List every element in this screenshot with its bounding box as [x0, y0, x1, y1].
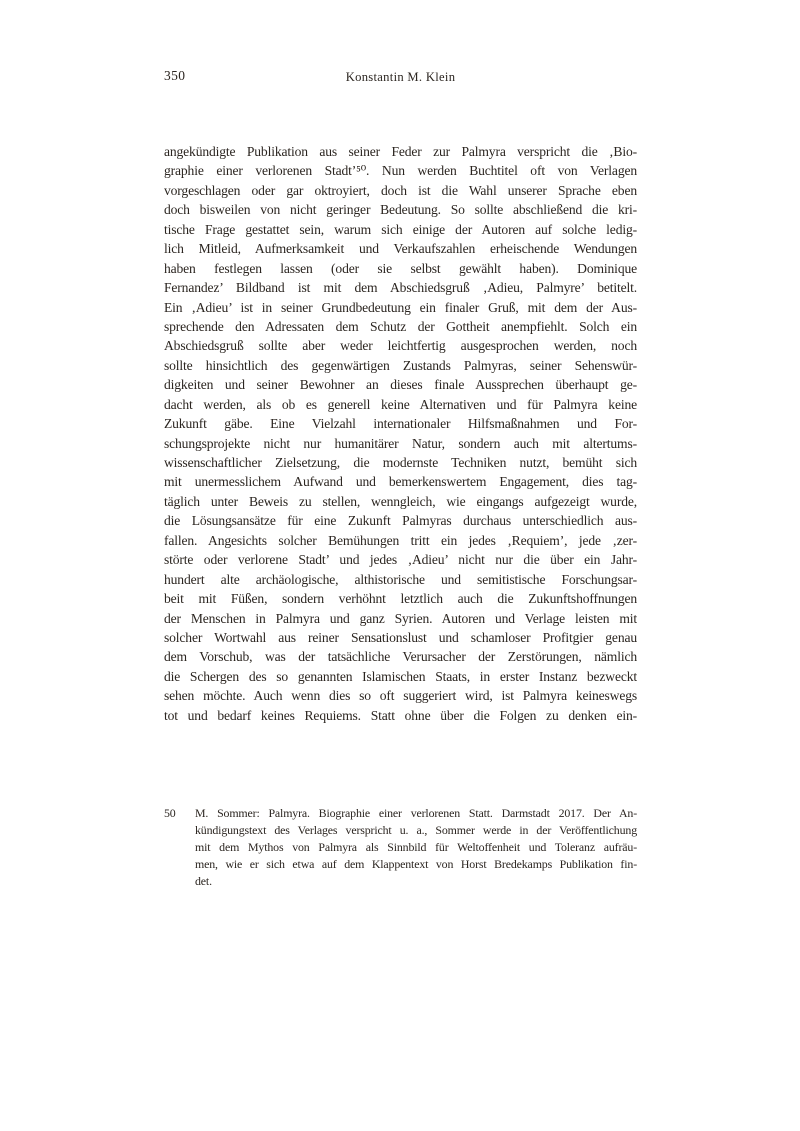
body-text-line: solcher Wortwahl aus reiner Sensationslust und schamloser Profitgier genau: [164, 629, 637, 645]
body-text-line: wissenschaftlicher Zielsetzung, die modernste Techniken nutzt, bemüht sich: [164, 455, 637, 470]
body-text-line: lich Mitleid, Aufmerksamkeit und Verkaufszahlen erheischende Wendungen: [164, 241, 637, 257]
page-number: 350: [164, 68, 186, 83]
body-text-line: der Menschen in Palmyra und ganz Syrien. Autoren und Verlage leisten mit: [164, 610, 637, 626]
body-text-line: täglich unter Beweis zu stellen, wenngleich, wie eingangs aufgezeigt wurde,: [164, 493, 637, 509]
body-text-line: dem Vorschub, was der tatsächliche Verursacher der Zerstörungen, nämlich: [164, 649, 637, 665]
footnote-text: [195, 805, 637, 890]
body-text-line: angekündigte Publikation aus seiner Feder zur Palmyra verspricht die ‚Bio-: [164, 144, 637, 159]
body-text-line: sehen möchte. Auch wenn dies so oft suggeriert wird, ist Palmyra keineswegs: [164, 688, 637, 704]
footnote-text-line: kündigungstext des Verlages verspricht u. a., Sommer werde in der Veröffentlichung: [195, 823, 637, 838]
body-text-line: tische Frage gestattet sein, warum sich einige der Autoren auf solche ledig-: [164, 221, 637, 237]
body-text-line: haben festlegen lassen (oder sie selbst gewählt haben). Dominique: [164, 260, 637, 276]
body-text-line: hundert alte archäologische, althistorische und semitistische Forschungsar-: [164, 571, 637, 587]
footnote-text-line: M. Sommer: Palmyra. Biographie einer verlorenen Statt. Darmstadt 2017. Der An-: [195, 806, 637, 820]
body-text-line: digkeiten und seiner Bewohner an dieses finale Aussprechen überhaupt ge-: [164, 377, 637, 393]
body-text-line: Abschiedsgruß sollte aber weder leichtfertig ausgesprochen werden, noch: [164, 338, 637, 354]
footnote-block: [164, 805, 637, 890]
running-header: [164, 68, 637, 88]
body-text-line: tot und bedarf keines Requiems. Statt ohne über die Folgen zu denken ein-: [164, 707, 637, 723]
body-text-line: vorgeschlagen oder gar oktroyiert, doch ist die Wahl unserer Sprache eben: [164, 182, 637, 198]
body-text-line: graphie einer verlorenen Stadt’⁵⁰. Nun werden Buchtitel oft von Verlagen: [164, 163, 637, 179]
body-text-line: sprechende den Adressaten dem Schutz der Gottheit anempfiehlt. Solch ein: [164, 318, 637, 334]
body-text-line: Ein ‚Adieu’ ist in seiner Grundbedeutung ein finaler Gruß, mit dem der Aus-: [164, 299, 637, 315]
body-text-line: die Schergen des so genannten Islamischen Staats, in erster Instanz bezweckt: [164, 668, 637, 684]
body-text-line: störte oder verlorene Stadt’ und jedes ‚Adieu’ nicht nur die über ein Jahr-: [164, 552, 637, 568]
footnote-number: 50: [164, 806, 176, 820]
body-text-line: doch bisweilen von nicht geringer Bedeutung. So sollte abschließend die kri-: [164, 202, 637, 218]
body-text-line: schungsprojekte nicht nur humanitärer Natur, sondern auch mit altertums-: [164, 435, 637, 451]
body-text-line: Zukunft gäbe. Eine Vielzahl internationaler Hilfsmaßnahmen und For-: [164, 416, 637, 432]
body-text-line: die Lösungsansätze für eine Zukunft Palmyras durchaus unterschiedlich aus-: [164, 513, 637, 529]
body-text-line: fallen. Angesichts solcher Bemühungen tritt ein jedes ‚Requiem’, jede ‚zer-: [164, 532, 637, 548]
footnote-text-line: det.: [195, 874, 212, 889]
main-text-block: [164, 142, 637, 725]
body-text-line: mit unermesslichem Aufwand und bemerkenswertem Engagement, dies tag-: [164, 474, 637, 490]
footnote-text-line: mit dem Mythos von Palmyra als Sinnbild für Weltoffenheit und Toleranz aufräu-: [195, 840, 637, 855]
body-text-line: beit mit Füßen, sondern verhöhnt letztlich auch die Zukunftshoffnungen: [164, 591, 637, 607]
body-text-line: sollte hinsichtlich des gegenwärtigen Zustands Palmyras, seiner Sehenswür-: [164, 357, 637, 373]
footnote-text-line: men, wie er sich etwa auf dem Klappentext von Horst Bredekamps Publikation fin-: [195, 857, 637, 872]
body-text-line: dacht werden, als ob es generell keine Alternativen und für Palmyra keine: [164, 396, 637, 412]
body-text-line: Fernandez’ Bildband ist mit dem Abschiedsgruß ‚Adieu, Palmyre’ betitelt.: [164, 280, 637, 296]
running-title: Konstantin M. Klein: [345, 70, 456, 84]
